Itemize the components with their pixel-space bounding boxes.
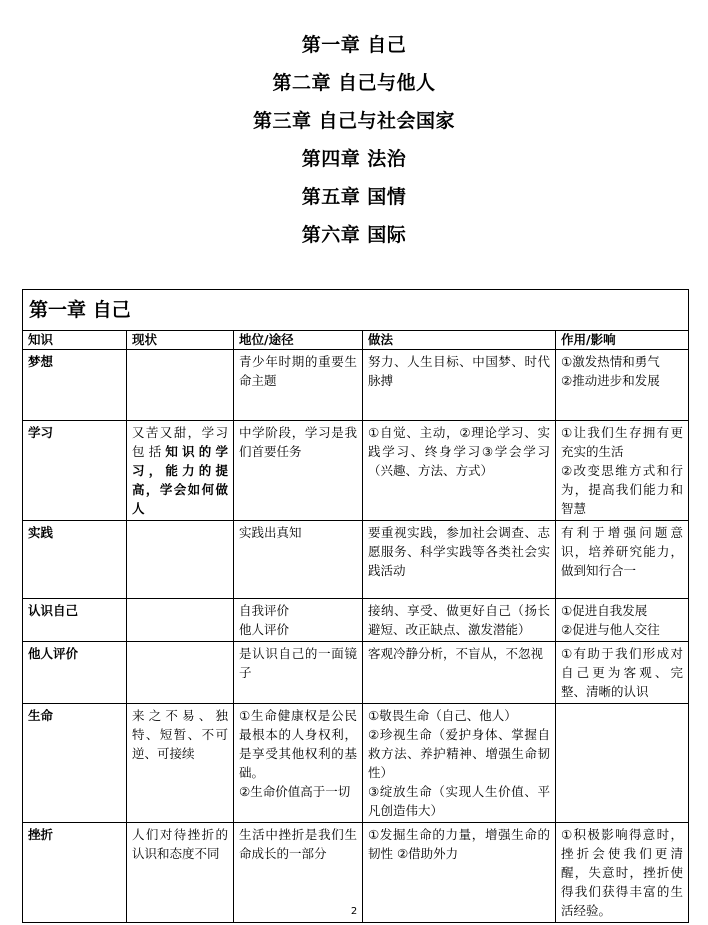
effect-cell: 有利于增强问题意识，培养研究能力，做到知行合一 xyxy=(556,521,689,599)
status-cell xyxy=(127,642,234,704)
knowledge-cell: 梦想 xyxy=(23,350,127,421)
table-row xyxy=(23,704,689,823)
column-header: 作用/影响 xyxy=(556,331,689,350)
position-cell: 自我评价 他人评价 xyxy=(234,599,363,642)
method-cell: 接纳、享受、做更好自己（扬长避短、改正缺点、激发潜能） xyxy=(363,599,556,642)
knowledge-cell: 认识自己 xyxy=(23,599,127,642)
method-cell: ①自觉、主动，②理论学习、实践学习、终身学习③学会学习（兴趣、方法、方式） xyxy=(363,421,556,521)
status-cell: 人们对待挫折的认识和态度不同 xyxy=(127,823,234,923)
effect-cell: ①有助于我们形成对自己更为客观、完整、清晰的认识 xyxy=(556,642,689,704)
position-cell: 青少年时期的重要生命主题 xyxy=(234,350,363,421)
column-header: 地位/途径 xyxy=(234,331,363,350)
page-number: 2 xyxy=(350,906,358,917)
effect-cell: ①激发热情和勇气 ②推动进步和发展 xyxy=(556,350,689,421)
table-row xyxy=(23,350,689,421)
knowledge-cell: 学习 xyxy=(23,421,127,521)
method-cell: 要重视实践，参加社会调查、志愿服务、科学实践等各类社会实践活动 xyxy=(363,521,556,599)
method-cell: 努力、人生目标、中国梦、时代脉搏 xyxy=(363,350,556,421)
knowledge-cell: 他人评价 xyxy=(23,642,127,704)
status-cell xyxy=(127,521,234,599)
table-row xyxy=(23,599,689,642)
chapter-list xyxy=(0,26,708,254)
chapter-title: 第三章 自己与社会国家 xyxy=(252,110,456,132)
column-header: 做法 xyxy=(363,331,556,350)
method-cell: ①发掘生命的力量，增强生命的韧性 ②借助外力 xyxy=(363,823,556,923)
knowledge-table xyxy=(22,289,689,923)
knowledge-table-container xyxy=(22,289,688,923)
table-header-row xyxy=(23,331,689,350)
status-cell: 来之不易、独特、短暂、不可逆、可接续 xyxy=(127,704,234,823)
position-cell: ①生命健康权是公民最根本的人身权利，是享受其他权利的基础。 ②生命价值高于一切 xyxy=(234,704,363,823)
status-cell xyxy=(127,599,234,642)
effect-cell: ①让我们生存拥有更充实的生活 ②改变思维方式和行为，提高我们能力和智慧 xyxy=(556,421,689,521)
status-text: 又苦又甜，学习包括 xyxy=(132,425,228,459)
method-cell: 客观冷静分析，不盲从，不忽视 xyxy=(363,642,556,704)
table-row xyxy=(23,521,689,599)
chapter-title: 第六章 国际 xyxy=(301,224,407,246)
knowledge-cell: 实践 xyxy=(23,521,127,599)
table-title: 第一章 自己 xyxy=(23,290,689,331)
position-cell: 生活中挫折是我们生命成长的一部分 xyxy=(234,823,363,923)
column-header: 现状 xyxy=(127,331,234,350)
status-cell xyxy=(127,350,234,421)
chapter-title: 第四章 法治 xyxy=(301,148,407,170)
table-title-row xyxy=(23,290,689,331)
position-cell: 中学阶段，学习是我们首要任务 xyxy=(234,421,363,521)
table-row xyxy=(23,421,689,521)
position-cell: 是认识自己的一面镜子 xyxy=(234,642,363,704)
column-header: 知识 xyxy=(23,331,127,350)
method-cell: ①敬畏生命（自己、他人） ②珍视生命（爱护身体、掌握自救方法、养护精神、增强生命韧性） ③绽放生命（实现人生价值、平凡创造伟大） xyxy=(363,704,556,823)
knowledge-cell: 挫折 xyxy=(23,823,127,923)
knowledge-cell: 生命 xyxy=(23,704,127,823)
table-row xyxy=(23,642,689,704)
chapter-title: 第二章 自己与他人 xyxy=(272,72,436,94)
effect-cell: ①促进自我发展 ②促进与他人交往 xyxy=(556,599,689,642)
chapter-title: 第五章 国情 xyxy=(301,186,407,208)
status-text-bold: 知识的学习，能力的提高，学会如何做人 xyxy=(132,444,228,516)
effect-cell: ①积极影响得意时，挫折会使我们更清醒，失意时，挫折使得我们获得丰富的生活经验。 xyxy=(556,823,689,923)
position-cell: 实践出真知 xyxy=(234,521,363,599)
chapter-title: 第一章 自己 xyxy=(301,34,407,56)
status-cell xyxy=(127,421,234,521)
effect-cell xyxy=(556,704,689,823)
